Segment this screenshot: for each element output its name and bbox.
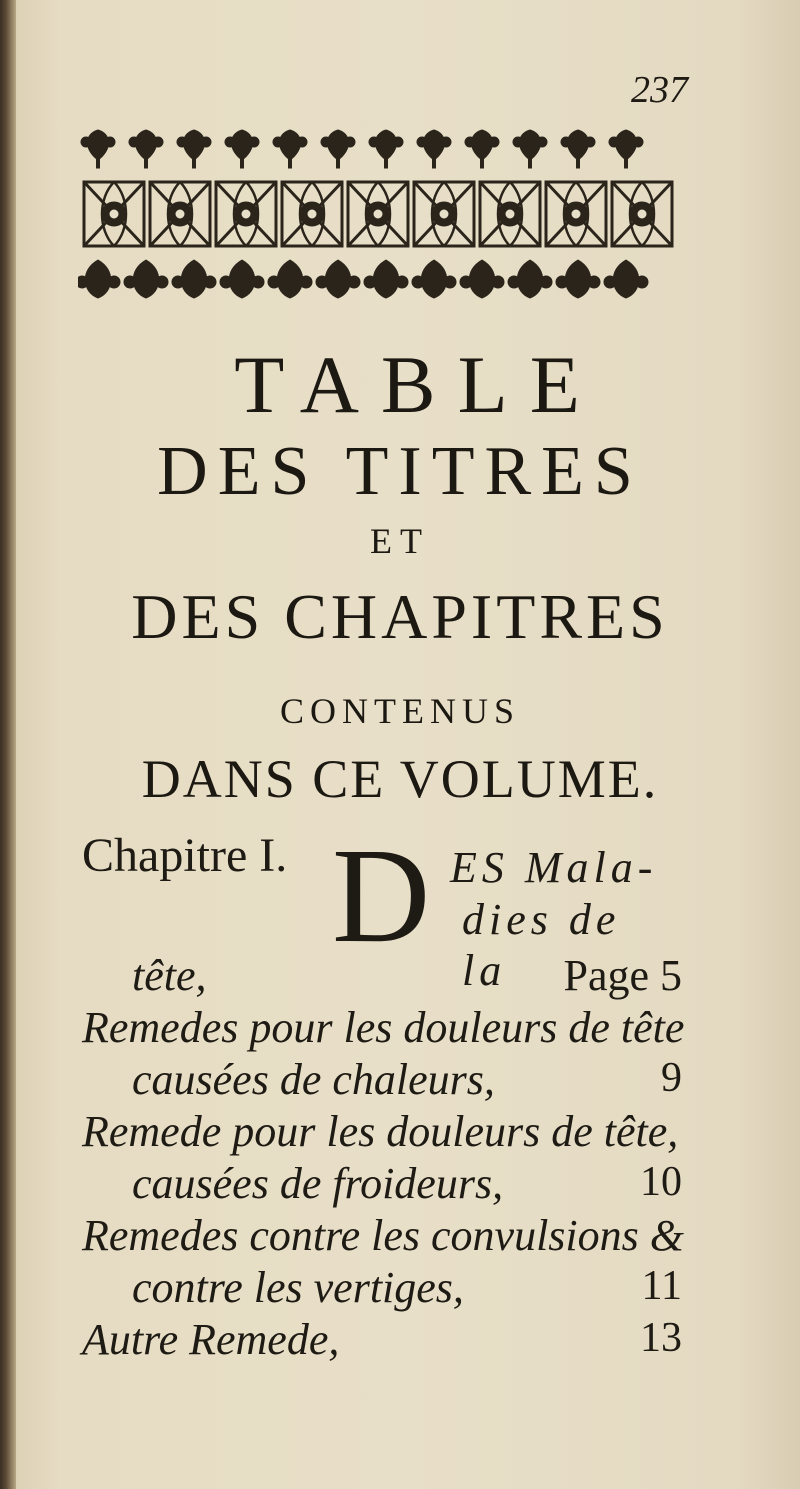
page-number: 237 — [631, 69, 688, 111]
chapter-label: Chapitre I. — [82, 829, 288, 882]
entry-text: Remedes pour les douleurs de tête — [82, 1003, 685, 1052]
ornament-tile-icon — [84, 182, 144, 246]
fleuron-bottom-icon — [412, 260, 456, 298]
list-item — [82, 1210, 682, 1261]
fleuron-bottom-icon — [124, 260, 168, 298]
entry-text: Remedes contre les convulsions & — [82, 1211, 684, 1260]
ornament-tile-icon — [282, 182, 342, 246]
fleuron-bottom-icon — [508, 260, 552, 298]
fleuron-headpiece-icon — [78, 120, 678, 306]
fleuron-bottom-icon — [172, 260, 216, 298]
entry-page: 10 — [640, 1159, 682, 1205]
title-table: TABLE — [234, 339, 602, 430]
fleuron-bottom-icon — [220, 260, 264, 298]
fleuron-top-icon — [129, 130, 163, 168]
fleuron-bottom-icon — [78, 260, 120, 298]
entry-text: contre les vertiges, — [132, 1263, 464, 1312]
entry-first-line-b: dies de la — [462, 895, 621, 995]
entry-page-label: Page 5 — [563, 951, 682, 1000]
title-et: ET — [370, 521, 430, 561]
book-spine-shadow — [0, 0, 16, 1489]
title-des-titres: DES TITRES — [157, 433, 643, 510]
entry-first-line-c: tête, — [132, 951, 207, 1000]
title-dans-ce-volume: DANS CE VOLUME. — [141, 749, 659, 809]
ornament-tile-icon — [348, 182, 408, 246]
fleuron-top-icon — [417, 130, 451, 168]
fleuron-top-icon — [81, 130, 115, 168]
fleuron-bottom-icon — [556, 260, 600, 298]
fleuron-bottom-icon — [604, 260, 648, 298]
fleuron-bottom-icon — [364, 260, 408, 298]
ornament-tile-icon — [480, 182, 540, 246]
title-des-chapitres: DES CHAPITRES — [131, 581, 669, 652]
entry-text: causées de chaleurs, — [132, 1055, 495, 1104]
entry-text: Remede pour les douleurs de tête, — [82, 1107, 679, 1156]
entry-page: 11 — [641, 1263, 682, 1309]
list-item — [82, 1314, 682, 1365]
fleuron-top-icon — [513, 130, 547, 168]
fleuron-top-icon — [609, 130, 643, 168]
fleuron-bottom-icon — [316, 260, 360, 298]
drop-cap: D — [332, 821, 431, 971]
list-item — [82, 1106, 682, 1157]
ornament-tile-icon — [150, 182, 210, 246]
fleuron-top-icon — [273, 130, 307, 168]
ornament-tile-icon — [546, 182, 606, 246]
fleuron-top-icon — [321, 130, 355, 168]
entry-text: causées de froideurs, — [132, 1159, 504, 1208]
ornament-tile-icon — [612, 182, 672, 246]
list-item — [82, 1158, 682, 1209]
list-item — [82, 1054, 682, 1105]
list-item — [82, 1002, 685, 1053]
list-item — [82, 1262, 682, 1313]
entry-page: 9 — [661, 1055, 682, 1101]
entry-page: 13 — [640, 1315, 682, 1361]
fleuron-top-icon — [225, 130, 259, 168]
ornament-tile-icon — [216, 182, 276, 246]
fleuron-top-icon — [465, 130, 499, 168]
entry-first-line-c-row — [82, 950, 682, 1001]
fleuron-top-icon — [177, 130, 211, 168]
fleuron-bottom-icon — [268, 260, 312, 298]
ornament-tile-icon — [414, 182, 474, 246]
fleuron-top-icon — [369, 130, 403, 168]
entry-text: Autre Remede, — [82, 1315, 340, 1364]
title-contenus: CONTENUS — [279, 691, 520, 731]
fleuron-bottom-icon — [460, 260, 504, 298]
entry-first-line-a: ES Mala- — [450, 843, 658, 892]
fleuron-top-icon — [561, 130, 595, 168]
